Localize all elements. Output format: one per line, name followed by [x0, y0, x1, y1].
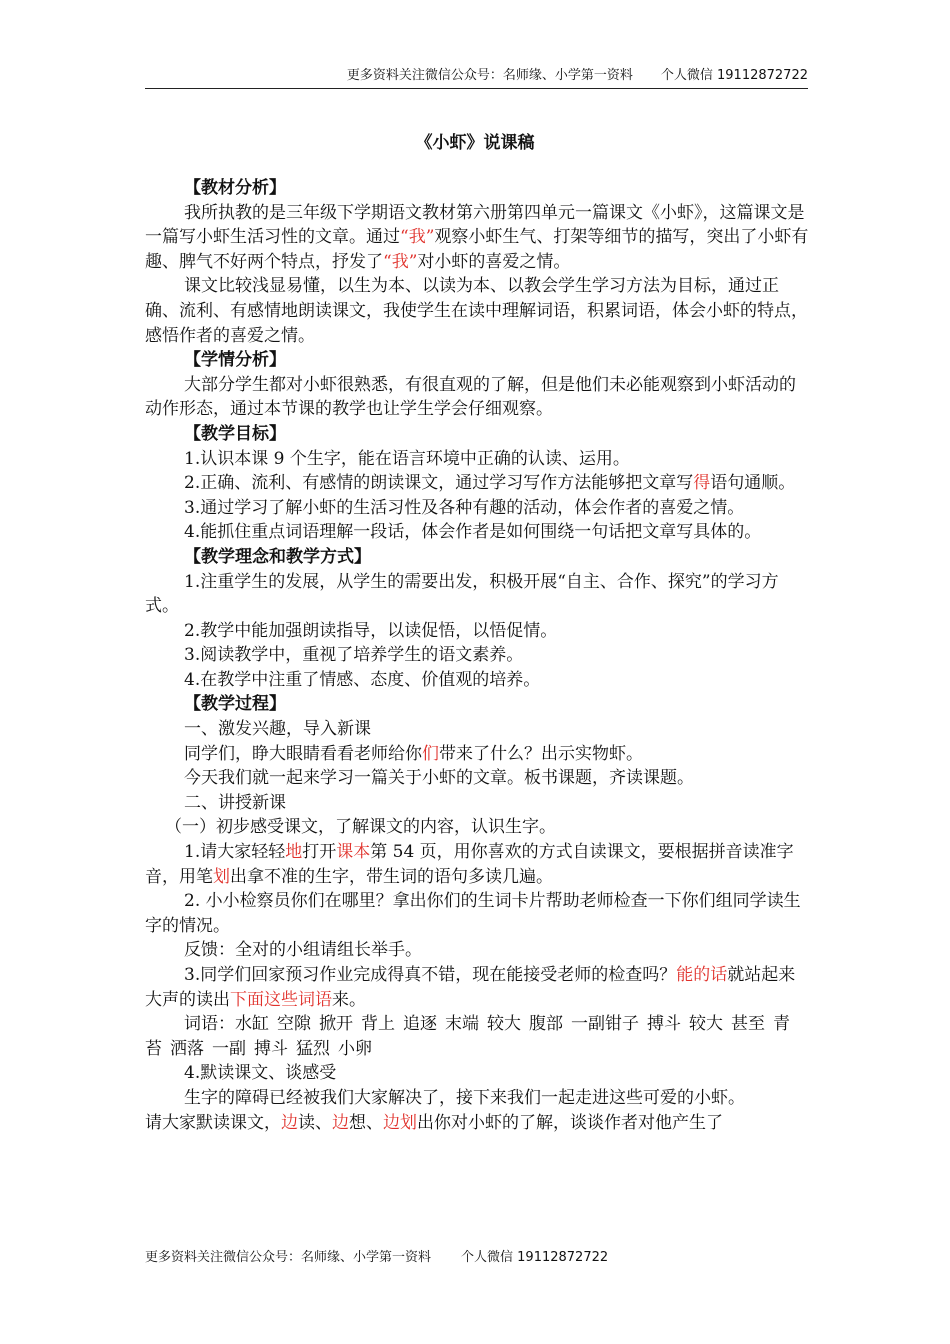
paragraph-textbook-1: 我所执教的是三年级下学期语文教材第六册第四单元一篇课文《小虾》，这篇课文是一篇写小虾生活习性的文章。通过“我”观察小虾生气、打架等细节的描写，突出了小虾有趣、脾气不好两个特点，抒发了“我”对小虾的喜爱之情。 — [145, 202, 809, 272]
word: 掀开 — [319, 1014, 353, 1035]
word: 腹部 — [529, 1014, 563, 1035]
process-reading-6: 请大家默读课文，边读、边想、边划出你对小虾的了解，谈谈作者对他产生了 — [145, 1112, 723, 1133]
process-substep-1: （一）初步感受课文，了解课文的内容，认识生字。 — [165, 817, 556, 838]
word: 搏斗 — [647, 1014, 681, 1035]
process-reading-1: 1.请大家轻轻地打开课本第 54 页，用你喜欢的方式自读课文，要根据拼音读准字音，用笔划出拿不准的生字，带生词的语句多读几遍。 — [145, 842, 794, 887]
process-step-1: 一、激发兴趣，导入新课 — [184, 719, 371, 740]
idea-4: 4.在教学中注重了情感、态度、价值观的培养。 — [184, 669, 541, 690]
word: 甚至 — [731, 1014, 765, 1035]
word: 较大 — [689, 1014, 723, 1035]
goal-1: 1.认识本课 9 个生字，能在语言环境中正确的认读、运用。 — [184, 448, 630, 469]
process-feedback: 反馈：全对的小组请组长举手。 — [184, 940, 422, 961]
document-body — [145, 176, 810, 1135]
goal-4: 4.能抓住重点词语理解一段话，体会作者是如何围绕一句话把文章写具体的。 — [184, 522, 762, 543]
word: 青苔 — [145, 1014, 790, 1059]
word: 猛烈 — [296, 1038, 330, 1059]
goal-2: 2.正确、流利、有感情的朗读课文，通过学习写作方法能够把文章写得语句通顺。 — [184, 473, 796, 494]
process-reading-2: 2. 小小检察员你们在哪里？拿出你们的生词卡片帮助老师检查一下你们组同学读生字的情况。 — [145, 891, 801, 936]
idea-2: 2.教学中能加强朗读指导，以读促悟，以悟促情。 — [184, 620, 558, 641]
footer-personal-wechat: 个人微信 19112872722 — [461, 1250, 609, 1265]
word: 搏斗 — [254, 1038, 288, 1059]
process-reading-4: 4.默读课文、谈感受 — [184, 1063, 337, 1084]
process-reading-5: 生字的障碍已经被我们大家解决了，接下来我们一起走进这些可爱的小虾。 — [184, 1087, 745, 1108]
section-heading-teaching-ideas: 【教学理念和教学方式】 — [184, 546, 371, 567]
word: 小卵 — [338, 1038, 372, 1059]
footer-wechat-account: 更多资料关注微信公众号：名师缘、小学第一资料 — [145, 1250, 432, 1265]
section-heading-textbook-analysis: 【教材分析】 — [184, 178, 286, 198]
process-question-1: 同学们，睁大眼睛看看老师给你们带来了什么？出示实物虾。 — [184, 743, 643, 764]
header-personal-wechat: 个人微信 19112872722 — [660, 68, 808, 83]
idea-1: 1.注重学生的发展，从学生的需要出发，积极开展“自主、合作、探究”的学习方式。 — [145, 571, 779, 617]
word: 末端 — [445, 1014, 479, 1035]
vocabulary-list: 词语：水缸 空隙 掀开 背上 追逐 末端 较大 腹部 一副钳子 搏斗 较大 甚至 青苔 洒落 一副 搏斗 猛烈 小卵 — [145, 1014, 790, 1059]
paragraph-textbook-2: 课文比较浅显易懂，以生为本、以读为本、以教会学生学习方法为目标，通过正确、流利、有感情地朗读课文，我使学生在读中理解词语，积累词语，体会小虾的特点，感悟作者的喜爱之情。 — [145, 276, 808, 346]
section-heading-teaching-goals: 【教学目标】 — [184, 423, 286, 444]
document-title: 《小虾》说课稿 — [415, 133, 535, 153]
idea-3: 3.阅读教学中，重视了培养学生的语文素养。 — [184, 645, 524, 666]
word: 较大 — [487, 1014, 521, 1035]
process-question-2: 今天我们就一起来学习一篇关于小虾的文章。板书课题，齐读课题。 — [184, 768, 694, 789]
word: 一副钳子 — [571, 1014, 639, 1035]
page-header — [145, 66, 808, 89]
section-heading-student-analysis: 【学情分析】 — [184, 350, 286, 371]
word: 追逐 — [403, 1014, 437, 1035]
word: 洒落 — [170, 1038, 204, 1059]
word: 水缸 — [235, 1014, 269, 1035]
paragraph-student-analysis: 大部分学生都对小虾很熟悉，有很直观的了解，但是他们未必能观察到小虾活动的动作形态，通过本节课的教学也让学生学会仔细观察。 — [145, 374, 796, 420]
word: 一副 — [212, 1038, 246, 1059]
word: 空隙 — [277, 1014, 311, 1035]
goal-3: 3.通过学习了解小虾的生活习性及各种有趣的活动，体会作者的喜爱之情。 — [184, 497, 745, 518]
process-reading-3: 3.同学们回家预习作业完成得真不错，现在能接受老师的检查吗？能的话就站起来大声的读出下面这些词语来。 — [145, 965, 796, 1010]
page-footer — [145, 1246, 608, 1265]
word: 背上 — [361, 1014, 395, 1035]
process-step-2: 二、讲授新课 — [184, 792, 286, 813]
header-wechat-account: 更多资料关注微信公众号：名师缘、小学第一资料 — [346, 68, 633, 83]
section-heading-teaching-process: 【教学过程】 — [184, 694, 286, 715]
